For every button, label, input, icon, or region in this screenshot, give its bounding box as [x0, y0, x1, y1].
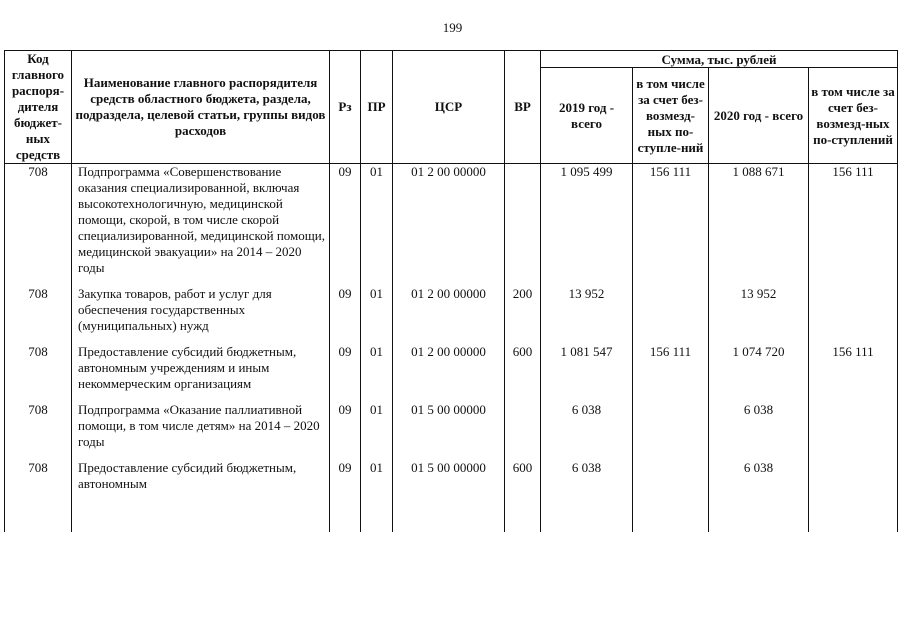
header-2019-grants: в том числе за счет без-возмезд-ных по-ступле-ний — [633, 68, 709, 164]
cell-name: Подпрограмма «Совершенствование оказания специализированной, включая высокотехнологичную, медицинской помощи, скорой, в том числе скорой специализированной, медицинской помощи, медицинской эвакуации» на 2014 – 2020 годы — [72, 164, 330, 287]
page-number: 199 — [442, 20, 463, 35]
cell-pr: 01 — [361, 344, 393, 402]
cell-name: Предоставление субсидий бюджетным, автономным — [72, 460, 330, 532]
table-row — [5, 164, 898, 287]
header-rz: Рз — [330, 51, 361, 164]
cell-name: Предоставление субсидий бюджетным, автономным учреждениям и иным некоммерческим организациям — [72, 344, 330, 402]
header-2019-total: 2019 год - всего — [541, 68, 633, 164]
cell-2019-total: 6 038 — [541, 460, 633, 532]
cell-code: 708 — [5, 460, 72, 532]
header-2020-total: 2020 год - всего — [709, 68, 809, 164]
cell-pr: 01 — [361, 164, 393, 287]
header-vr: ВР — [505, 51, 541, 164]
cell-2020-total: 6 038 — [709, 402, 809, 460]
header-pr: ПР — [361, 51, 393, 164]
cell-2019-total: 13 952 — [541, 286, 633, 344]
table-row — [5, 344, 898, 402]
cell-csr: 01 5 00 00000 — [393, 460, 505, 532]
cell-2019-grants — [633, 402, 709, 460]
header-code: Код главного распоря-дителя бюджет-ных средств — [5, 51, 72, 164]
cell-vr: 600 — [505, 460, 541, 532]
cell-2020-total: 6 038 — [709, 460, 809, 532]
cell-csr: 01 2 00 00000 — [393, 286, 505, 344]
cell-2019-grants — [633, 286, 709, 344]
cell-pr: 01 — [361, 286, 393, 344]
cell-2019-grants: 156 111 — [633, 344, 709, 402]
cell-rz: 09 — [330, 164, 361, 287]
cell-vr: 600 — [505, 344, 541, 402]
cell-code: 708 — [5, 344, 72, 402]
table-body — [5, 164, 898, 533]
cell-name: Подпрограмма «Оказание паллиативной помощи, в том числе детям» на 2014 – 2020 годы — [72, 402, 330, 460]
cell-2020-grants: 156 111 — [809, 344, 898, 402]
header-sum-group: Сумма, тыс. рублей — [541, 51, 898, 68]
cell-2020-total: 1 088 671 — [709, 164, 809, 287]
cell-2019-grants — [633, 460, 709, 532]
cell-csr: 01 2 00 00000 — [393, 344, 505, 402]
cell-pr: 01 — [361, 402, 393, 460]
cell-code: 708 — [5, 164, 72, 287]
header-2020-grants: в том числе за счет без-возмезд-ных по-ступлений — [809, 68, 898, 164]
cell-2020-grants — [809, 460, 898, 532]
cell-rz: 09 — [330, 402, 361, 460]
cell-2020-grants — [809, 286, 898, 344]
cell-rz: 09 — [330, 460, 361, 532]
budget-table — [4, 50, 898, 532]
cell-vr — [505, 164, 541, 287]
cell-rz: 09 — [330, 344, 361, 402]
cell-2020-grants: 156 111 — [809, 164, 898, 287]
header-name: Наименование главного распорядителя средств областного бюджета, раздела, подраздела, целевой статьи, группы видов расходов — [72, 51, 330, 164]
cell-2019-total: 6 038 — [541, 402, 633, 460]
cell-rz: 09 — [330, 286, 361, 344]
cell-2019-total: 1 081 547 — [541, 344, 633, 402]
cell-name: Закупка товаров, работ и услуг для обеспечения государственных (муниципальных) нужд — [72, 286, 330, 344]
table-row — [5, 402, 898, 460]
cell-2020-total: 1 074 720 — [709, 344, 809, 402]
table-row — [5, 460, 898, 532]
cell-2019-total: 1 095 499 — [541, 164, 633, 287]
cell-vr: 200 — [505, 286, 541, 344]
cell-pr: 01 — [361, 460, 393, 532]
table-row — [5, 286, 898, 344]
cell-2020-total: 13 952 — [709, 286, 809, 344]
table-header — [5, 51, 898, 164]
cell-code: 708 — [5, 286, 72, 344]
cell-2019-grants: 156 111 — [633, 164, 709, 287]
cell-vr — [505, 402, 541, 460]
cell-csr: 01 2 00 00000 — [393, 164, 505, 287]
cell-csr: 01 5 00 00000 — [393, 402, 505, 460]
header-csr: ЦСР — [393, 51, 505, 164]
cell-code: 708 — [5, 402, 72, 460]
cell-2020-grants — [809, 402, 898, 460]
